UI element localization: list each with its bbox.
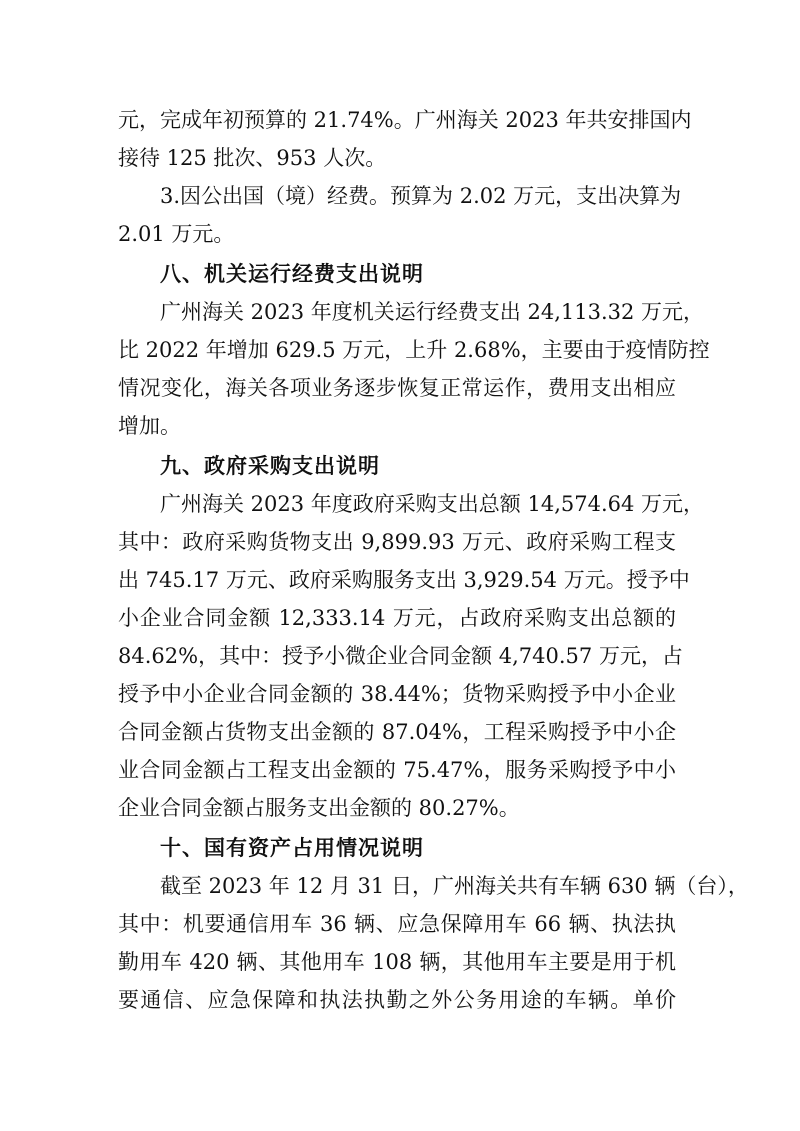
paragraph-line: 业合同金额占工程支出金额的 75.47%，服务采购授予中小: [118, 758, 676, 782]
paragraph-line: 增加。: [118, 414, 181, 438]
paragraph-line: 要通信、应急保障和执法执勤之外公务用途的车辆。单价: [118, 988, 676, 1012]
paragraph-line: 比 2022 年增加 629.5 万元，上升 2.68%，主要由于疫情防控: [118, 338, 710, 362]
paragraph-line: 勤用车 420 辆、其他用车 108 辆，其他用车主要是用于机: [118, 950, 676, 974]
paragraph-line: 情况变化，海关各项业务逐步恢复正常运作，费用支出相应: [118, 376, 676, 400]
paragraph-line: 3.因公出国（境）经费。预算为 2.02 万元，支出决算为: [160, 184, 682, 208]
paragraph-line: 合同金额占货物支出金额的 87.04%，工程采购授予中小企: [118, 720, 676, 744]
paragraph-line: 其中：政府采购货物支出 9,899.93 万元、政府采购工程支: [118, 530, 676, 554]
paragraph-line: 截至 2023 年 12 月 31 日，广州海关共有车辆 630 辆（台），: [160, 874, 749, 898]
paragraph-line: 84.62%，其中：授予小微企业合同金额 4,740.57 万元，占: [118, 644, 683, 668]
paragraph-line: 接待 125 批次、953 人次。: [118, 146, 387, 170]
paragraph-line: 2.01 万元。: [118, 222, 235, 246]
paragraph-line: 广州海关 2023 年度机关运行经费支出 24,113.32 万元，: [160, 300, 705, 324]
paragraph-line: 出 745.17 万元、政府采购服务支出 3,929.54 万元。授予中: [118, 568, 690, 592]
paragraph-line: 授予中小企业合同金额的 38.44%；货物采购授予中小企业: [118, 682, 676, 706]
paragraph-line: 广州海关 2023 年度政府采购支出总额 14,574.64 万元，: [160, 492, 705, 516]
section-heading-9: 九、政府采购支出说明: [160, 454, 380, 478]
paragraph-line: 元，完成年初预算的 21.74%。广州海关 2023 年共安排国内: [118, 108, 692, 132]
paragraph-line: 企业合同金额占服务支出金额的 80.27%。: [118, 796, 520, 820]
section-heading-10: 十、国有资产占用情况说明: [160, 836, 424, 860]
paragraph-line: 小企业合同金额 12,333.14 万元，占政府采购支出总额的: [118, 606, 676, 630]
section-heading-8: 八、机关运行经费支出说明: [160, 262, 424, 286]
paragraph-line: 其中：机要通信用车 36 辆、应急保障用车 66 辆、执法执: [118, 912, 676, 936]
